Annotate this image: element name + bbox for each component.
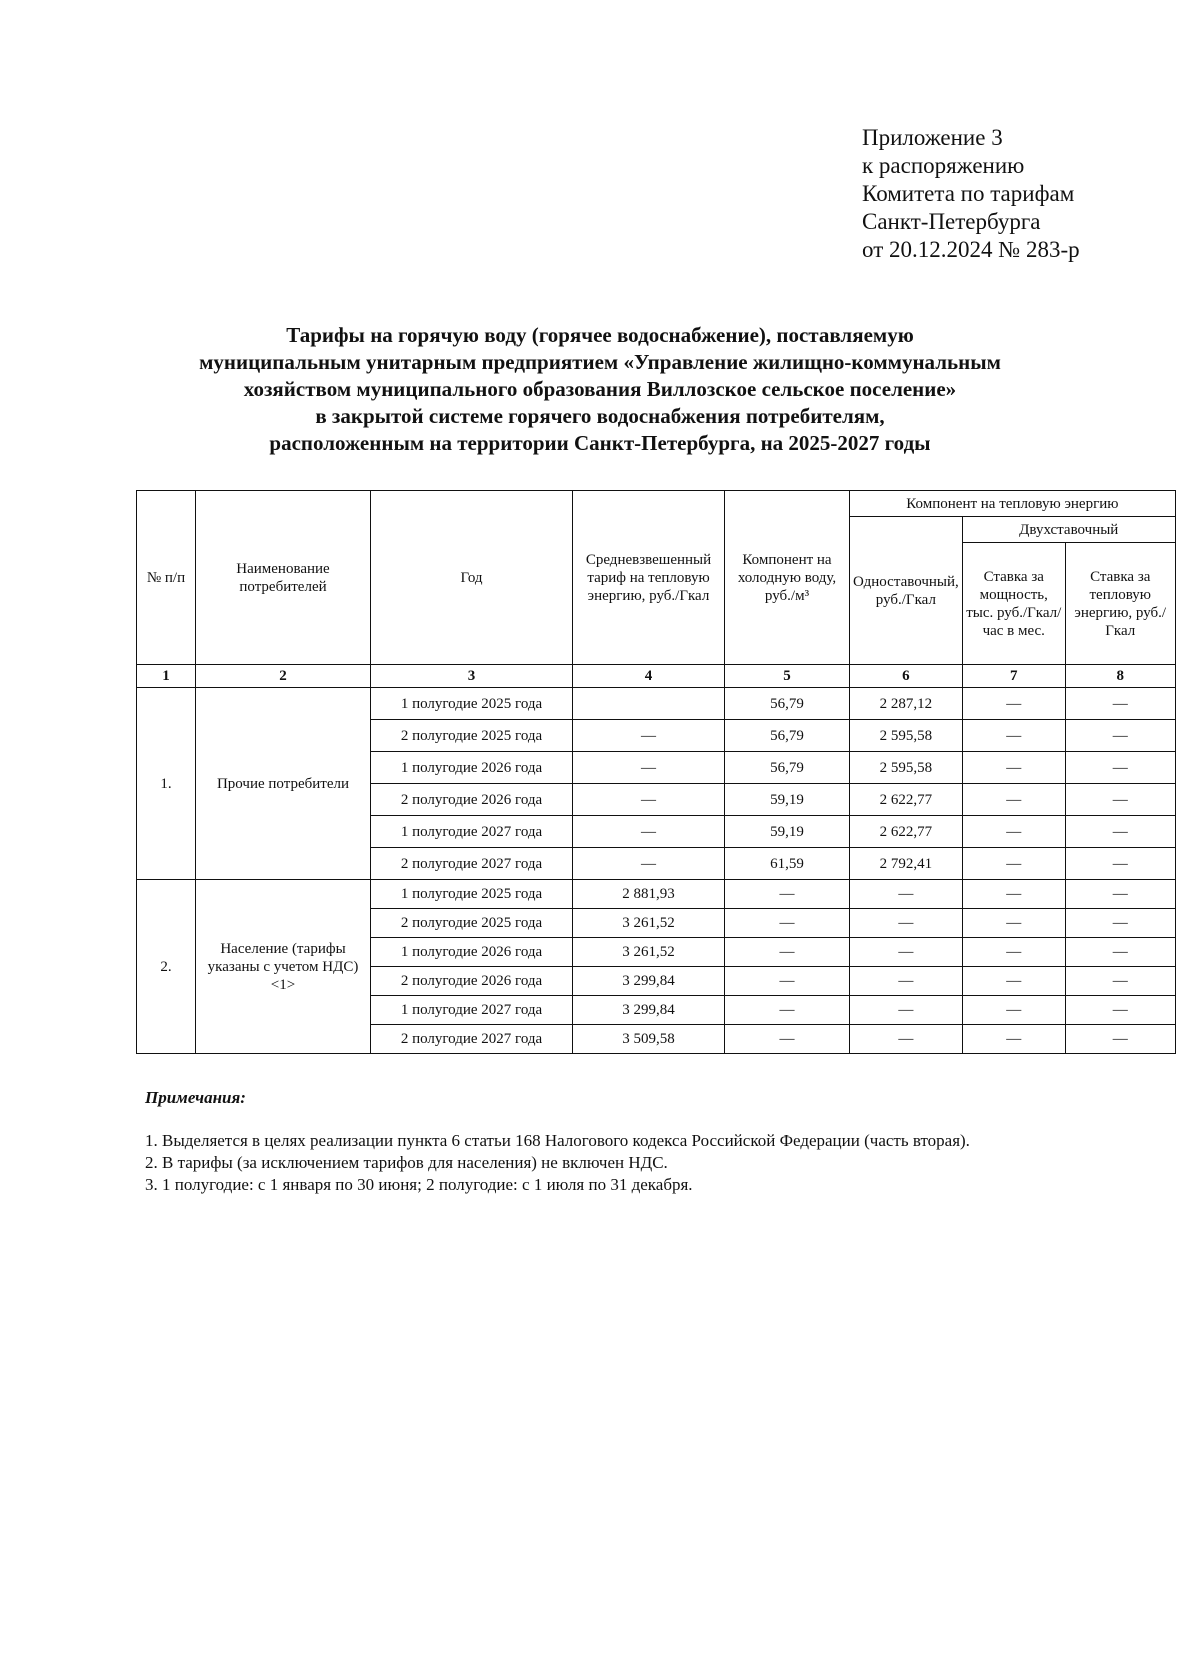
energy-rate-cell: — <box>1065 784 1175 816</box>
cold-water-cell: 59,19 <box>725 784 850 816</box>
period-cell: 2 полугодие 2027 года <box>371 1025 573 1054</box>
avg-tariff-cell <box>573 688 725 720</box>
header-energy-rate: Ставка за тепловую энергию, руб./Гкал <box>1065 543 1175 665</box>
appendix-line: Санкт-Петербурга <box>862 209 1041 234</box>
avg-tariff-cell: 3 261,52 <box>573 938 725 967</box>
energy-rate-cell: — <box>1065 752 1175 784</box>
energy-rate-cell: — <box>1065 1025 1175 1054</box>
header-consumer: Наименование потребителей <box>196 491 371 665</box>
period-cell: 2 полугодие 2027 года <box>371 848 573 880</box>
energy-rate-cell: — <box>1065 816 1175 848</box>
single-rate-cell: 2 622,77 <box>850 816 963 848</box>
cold-water-cell: — <box>725 967 850 996</box>
column-number: 1 <box>137 665 196 688</box>
header-num: № п/п <box>137 491 196 665</box>
capacity-rate-cell: — <box>962 880 1065 909</box>
cold-water-cell: 56,79 <box>725 720 850 752</box>
energy-rate-cell: — <box>1065 848 1175 880</box>
cold-water-cell: — <box>725 938 850 967</box>
period-cell: 2 полугодие 2026 года <box>371 967 573 996</box>
single-rate-cell: 2 792,41 <box>850 848 963 880</box>
note-item: 3. 1 полугодие: с 1 января по 30 июня; 2 полугодие: с 1 июля по 31 декабря. <box>145 1175 693 1194</box>
column-number: 3 <box>371 665 573 688</box>
capacity-rate-cell: — <box>962 816 1065 848</box>
period-cell: 1 полугодие 2027 года <box>371 996 573 1025</box>
title-line: хозяйством муниципального образования Виллозское сельское поселение» <box>243 377 957 401</box>
cold-water-cell: — <box>725 996 850 1025</box>
table-row <box>137 880 1176 909</box>
header-year: Год <box>371 491 573 665</box>
avg-tariff-cell: — <box>573 752 725 784</box>
column-number: 6 <box>850 665 963 688</box>
single-rate-cell: 2 287,12 <box>850 688 963 720</box>
single-rate-cell: — <box>850 1025 963 1054</box>
cold-water-cell: 59,19 <box>725 816 850 848</box>
group-name: Население (тарифы указаны с учетом НДС) <1> <box>196 880 371 1054</box>
energy-rate-cell: — <box>1065 720 1175 752</box>
capacity-rate-cell: — <box>962 996 1065 1025</box>
energy-rate-cell: — <box>1065 909 1175 938</box>
cold-water-cell: 61,59 <box>725 848 850 880</box>
capacity-rate-cell: — <box>962 688 1065 720</box>
avg-tariff-cell: 3 299,84 <box>573 967 725 996</box>
column-number: 2 <box>196 665 371 688</box>
header-single-rate: Одноставочный, руб./Гкал <box>850 517 963 665</box>
avg-tariff-cell: — <box>573 784 725 816</box>
capacity-rate-cell: — <box>962 967 1065 996</box>
capacity-rate-cell: — <box>962 909 1065 938</box>
column-number: 7 <box>962 665 1065 688</box>
single-rate-cell: 2 595,58 <box>850 720 963 752</box>
title-line: расположенным на территории Санкт-Петербурга, на 2025-2027 годы <box>269 431 931 455</box>
header-two-rate: Двухставочный <box>962 517 1175 543</box>
appendix-line: от 20.12.2024 № 283-р <box>862 237 1080 262</box>
header-cold-water: Компонент на холодную воду, руб./м³ <box>725 491 850 665</box>
avg-tariff-cell: 3 261,52 <box>573 909 725 938</box>
note-item: 2. В тарифы (за исключением тарифов для населения) не включен НДС. <box>145 1153 668 1172</box>
document-title <box>130 322 1070 457</box>
single-rate-cell: 2 622,77 <box>850 784 963 816</box>
table-row <box>137 688 1176 720</box>
appendix-line: к распоряжению <box>862 153 1025 178</box>
capacity-rate-cell: — <box>962 848 1065 880</box>
avg-tariff-cell: — <box>573 816 725 848</box>
appendix-line: Комитета по тарифам <box>862 181 1075 206</box>
capacity-rate-cell: — <box>962 752 1065 784</box>
period-cell: 1 полугодие 2025 года <box>371 688 573 720</box>
title-line: в закрытой системе горячего водоснабжения потребителям, <box>315 404 885 428</box>
avg-tariff-cell: — <box>573 848 725 880</box>
header-capacity-rate: Ставка за мощность, тыс. руб./Гкал/час в мес. <box>962 543 1065 665</box>
notes-heading: Примечания: <box>145 1088 246 1107</box>
period-cell: 1 полугодие 2027 года <box>371 816 573 848</box>
group-num: 1. <box>137 688 196 880</box>
avg-tariff-cell: 3 509,58 <box>573 1025 725 1054</box>
period-cell: 1 полугодие 2025 года <box>371 880 573 909</box>
single-rate-cell: — <box>850 938 963 967</box>
period-cell: 2 полугодие 2025 года <box>371 720 573 752</box>
appendix-block <box>862 124 1182 264</box>
cold-water-cell: — <box>725 1025 850 1054</box>
energy-rate-cell: — <box>1065 880 1175 909</box>
avg-tariff-cell: 2 881,93 <box>573 880 725 909</box>
energy-rate-cell: — <box>1065 996 1175 1025</box>
capacity-rate-cell: — <box>962 1025 1065 1054</box>
note-item: 1. Выделяется в целях реализации пункта 6 статьи 168 Налогового кодекса Российской Федерации (часть вторая). <box>145 1131 970 1150</box>
cold-water-cell: 56,79 <box>725 752 850 784</box>
title-line: Тарифы на горячую воду (горячее водоснабжение), поставляемую <box>286 323 914 347</box>
capacity-rate-cell: — <box>962 720 1065 752</box>
single-rate-cell: — <box>850 996 963 1025</box>
group-num: 2. <box>137 880 196 1054</box>
capacity-rate-cell: — <box>962 784 1065 816</box>
cold-water-cell: — <box>725 880 850 909</box>
header-heat-component: Компонент на тепловую энергию <box>850 491 1176 517</box>
avg-tariff-cell: 3 299,84 <box>573 996 725 1025</box>
notes-section <box>145 1088 1145 1196</box>
group-name: Прочие потребители <box>196 688 371 880</box>
energy-rate-cell: — <box>1065 688 1175 720</box>
period-cell: 2 полугодие 2026 года <box>371 784 573 816</box>
period-cell: 1 полугодие 2026 года <box>371 752 573 784</box>
energy-rate-cell: — <box>1065 967 1175 996</box>
capacity-rate-cell: — <box>962 938 1065 967</box>
cold-water-cell: 56,79 <box>725 688 850 720</box>
single-rate-cell: — <box>850 880 963 909</box>
period-cell: 1 полугодие 2026 года <box>371 938 573 967</box>
single-rate-cell: — <box>850 967 963 996</box>
cold-water-cell: — <box>725 909 850 938</box>
tariff-table <box>136 490 1176 1054</box>
column-number: 8 <box>1065 665 1175 688</box>
appendix-line: Приложение 3 <box>862 125 1003 150</box>
single-rate-cell: — <box>850 909 963 938</box>
title-line: муниципальным унитарным предприятием «Управление жилищно-коммунальным <box>199 350 1001 374</box>
header-avg-tariff: Средневзвешенный тариф на тепловую энергию, руб./Гкал <box>573 491 725 665</box>
column-number: 5 <box>725 665 850 688</box>
period-cell: 2 полугодие 2025 года <box>371 909 573 938</box>
avg-tariff-cell: — <box>573 720 725 752</box>
single-rate-cell: 2 595,58 <box>850 752 963 784</box>
column-number: 4 <box>573 665 725 688</box>
energy-rate-cell: — <box>1065 938 1175 967</box>
